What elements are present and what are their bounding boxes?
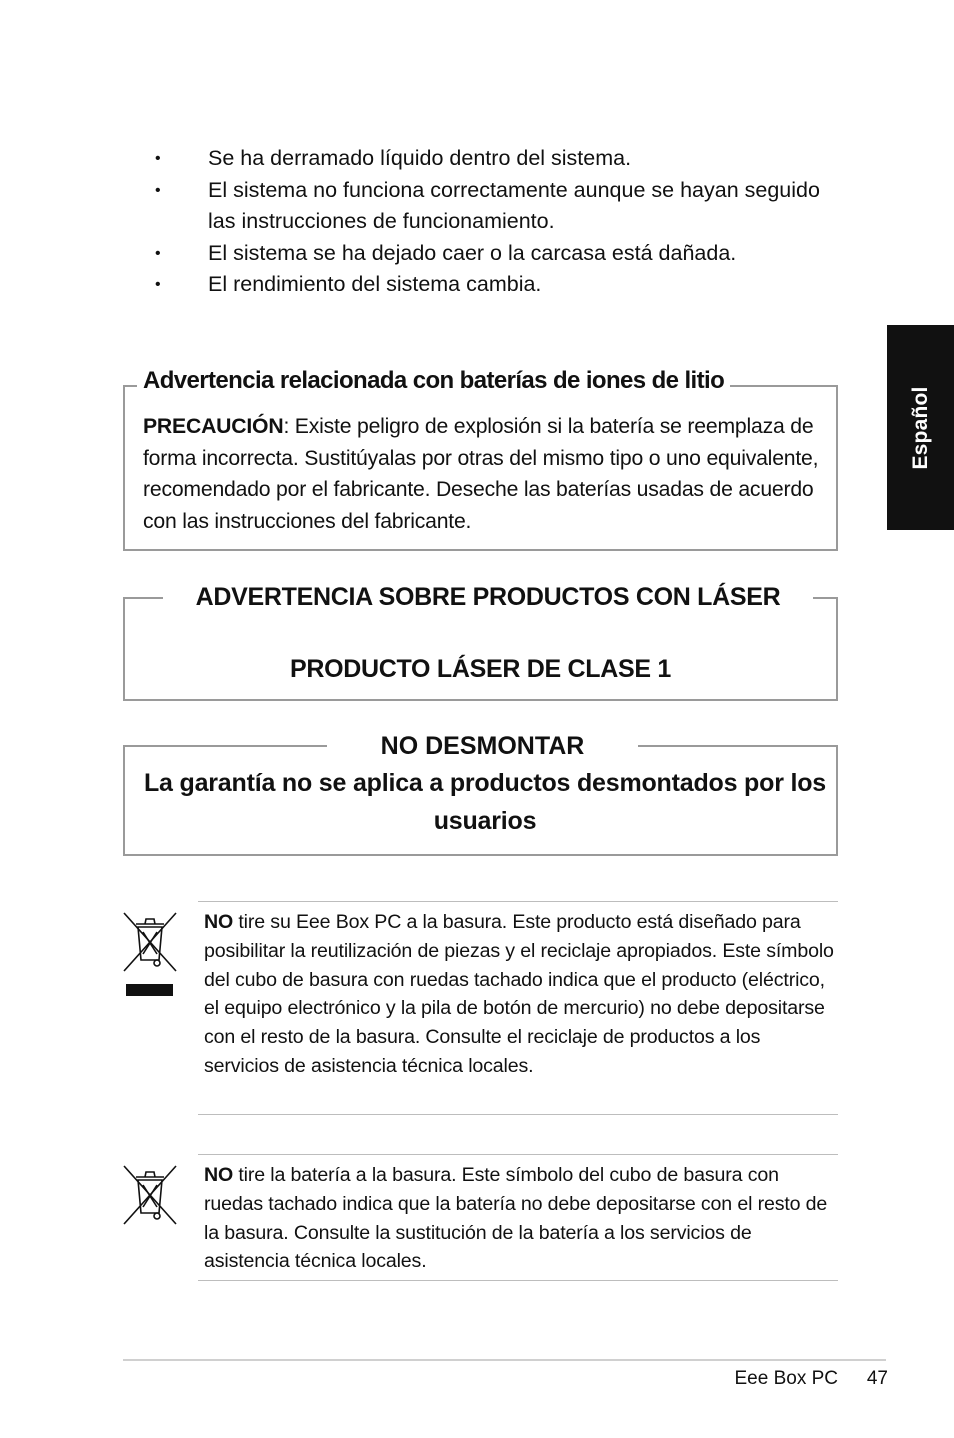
caution-label: PRECAUCIÓN <box>143 415 284 438</box>
bullet-item <box>150 238 830 270</box>
note-emphasis: NO <box>204 911 234 933</box>
caution-text: : Existe peligro de explosión si la batería se reemplaza de forma incorrecta. Sustitúyalas por otras del mismo tipo o uno equivalente, recomendado por el fabricante. Deseche las baterías usadas de acuerdo con las instrucciones del fabricante. <box>143 415 819 533</box>
disposal-note-device <box>198 901 838 1115</box>
bullet-text: El sistema se ha dejado caer o la carcasa está dañada. <box>208 240 737 265</box>
language-side-tab <box>887 325 954 530</box>
laser-class-label: PRODUCTO LÁSER DE CLASE 1 <box>290 655 671 683</box>
bullet-item <box>150 269 830 301</box>
language-tab-label: Español <box>908 385 932 470</box>
bullet-text: Se ha derramado líquido dentro del sistema. <box>208 146 632 170</box>
page-number: 47 <box>866 1368 888 1389</box>
disassemble-warning-text: La garantía no se aplica a productos desmontados por los usuarios <box>143 769 826 835</box>
bullet-text: El sistema no funciona correctamente aunque se hayan seguido las instrucciones de funcionamiento. <box>208 177 820 233</box>
footer-divider <box>123 1359 886 1361</box>
bullet-glyph: • <box>155 276 161 293</box>
laser-warning-title: ADVERTENCIA SOBRE PRODUCTOS CON LÁSER <box>163 578 813 616</box>
note-body: tire su Eee Box PC a la basura. Este producto está diseñado para posibilitar la reutilización de piezas y el reciclaje apropiados. Este símbolo del cubo de basura con ruedas tachado indica que el producto (eléctrico, el equipo electrónico y la pila de botón de mercurio) no debe depositarse con el resto de la basura. Consulte el reciclaje de productos a los servicios de asistencia técnica locales. <box>204 911 834 1077</box>
crossed-wheelie-bin-icon <box>121 910 179 974</box>
note-body: tire la batería a la basura. Este símbolo del cubo de basura con ruedas tachado indica que la batería no debe depositarse con el resto de la basura. Consulte la sustitución de la batería a los servicios de asistencia técnica locales. <box>204 1164 828 1273</box>
bullet-item <box>150 143 830 175</box>
disassemble-warning-title: NO DESMONTAR <box>327 727 638 765</box>
lithium-warning-title: Advertencia relacionada con baterías de iones de litio <box>137 364 730 398</box>
crossed-wheelie-bin-icon <box>121 1163 179 1227</box>
bullet-item <box>150 175 830 238</box>
bullet-text: El rendimiento del sistema cambia. <box>208 272 542 296</box>
disposal-note-battery <box>198 1154 838 1281</box>
bullet-glyph: • <box>155 244 161 262</box>
bullet-list <box>150 143 830 301</box>
disposal-note-text <box>204 1161 834 1276</box>
lithium-warning-body <box>143 411 833 537</box>
separate-collection-bar <box>126 984 173 996</box>
bullet-glyph: • <box>155 150 161 167</box>
footer-product-name: Eee Box PC <box>734 1368 838 1389</box>
note-emphasis: NO <box>204 1164 234 1186</box>
bullet-glyph: • <box>155 181 161 199</box>
disposal-note-text <box>204 908 834 1081</box>
